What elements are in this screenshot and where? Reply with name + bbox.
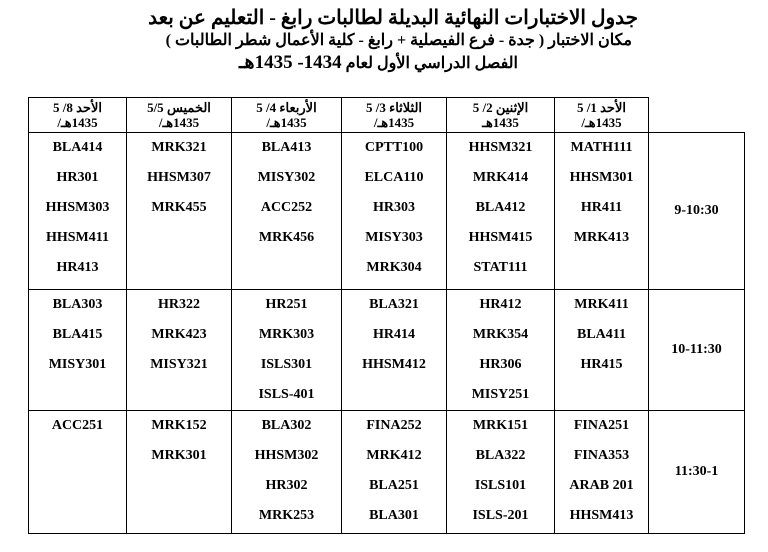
header-corner — [649, 98, 745, 133]
course-code: MISY251 — [471, 387, 530, 402]
day-date: 1435هـ — [482, 115, 519, 130]
time-slot-row — [29, 411, 745, 534]
course-code: HR303 — [373, 200, 415, 215]
course-code: HR251 — [265, 297, 308, 312]
exam-location: مكان الاختبار ( جدة - فرع الفيصلية + رابغ - كلية الأعمال شطر الطالبات ) — [165, 32, 632, 49]
course-code: HR411 — [580, 200, 623, 215]
course-code: HHSM307 — [147, 170, 211, 185]
course-code: HHSM301 — [569, 170, 634, 185]
day-name: الأحد 1/ 5 — [576, 100, 626, 115]
course-code: BLA302 — [261, 418, 312, 433]
course-code: HR301 — [56, 170, 99, 185]
schedule-cell — [232, 133, 342, 290]
course-code: MRK456 — [258, 230, 315, 245]
course-code: ACC251 — [51, 418, 104, 433]
day-name: الثلاثاء 3/ 5 — [365, 100, 423, 115]
course-code: CPTT100 — [364, 140, 424, 155]
course-code: HR415 — [580, 357, 623, 372]
course-code: MISY301 — [48, 357, 107, 372]
course-code: HR306 — [479, 357, 522, 372]
schedule-cell — [29, 411, 127, 534]
course-code: HR302 — [265, 478, 308, 493]
course-code: BLA303 — [52, 297, 103, 312]
day-date: 1435هـ/ — [158, 115, 200, 130]
day-name: الخميس 5/5 — [147, 100, 211, 115]
course-code: HR414 — [373, 327, 415, 342]
course-code: BLA413 — [261, 140, 312, 155]
course-code: FINA353 — [573, 448, 630, 463]
schedule-cell — [29, 290, 127, 411]
course-code: BLA415 — [52, 327, 103, 342]
schedule-cell — [447, 133, 555, 290]
course-code: BLA301 — [369, 508, 419, 523]
course-code: ACC252 — [260, 200, 313, 215]
course-code: MRK301 — [151, 448, 207, 463]
academic-term — [18, 52, 518, 75]
day-header — [127, 98, 232, 133]
schedule-cell — [127, 411, 232, 534]
course-code: ARAB 201 — [569, 478, 634, 493]
time-slot-label: 11:30-1 — [649, 411, 745, 534]
course-code: FINA251 — [573, 418, 630, 433]
day-date: 1435هـ/ — [373, 115, 415, 130]
course-code: HHSM413 — [569, 508, 634, 523]
course-code: BLA412 — [475, 200, 526, 215]
course-code: MRK304 — [366, 260, 422, 275]
schedule-cell — [555, 133, 649, 290]
schedule-cell — [127, 133, 232, 290]
schedule-cell — [29, 133, 127, 290]
course-code: MISY302 — [257, 170, 316, 185]
time-slot-label: 9-10:30 — [649, 133, 745, 290]
course-code: MRK152 — [151, 418, 207, 433]
exam-schedule-table — [28, 97, 745, 534]
day-header — [232, 98, 342, 133]
day-header — [555, 98, 649, 133]
course-code: HR413 — [56, 260, 99, 275]
day-name: الأربعاء 4/ 5 — [256, 100, 317, 115]
course-code: MRK253 — [258, 508, 315, 523]
course-code: MRK151 — [472, 418, 529, 433]
course-code: FINA252 — [366, 418, 422, 433]
course-code: MRK303 — [258, 327, 315, 342]
day-header-row — [29, 98, 745, 133]
course-code: MRK412 — [366, 448, 422, 463]
course-code: ISLS301 — [260, 357, 313, 372]
course-code: HR412 — [479, 297, 522, 312]
document-header — [18, 6, 638, 75]
course-code: MRK414 — [472, 170, 529, 185]
day-date: 1435هـ/ — [266, 115, 307, 130]
course-code: HHSM415 — [468, 230, 533, 245]
course-code: MRK455 — [151, 200, 207, 215]
course-code: BLA321 — [369, 297, 419, 312]
course-code: ISLS101 — [474, 478, 527, 493]
schedule-cell — [342, 411, 447, 534]
day-header — [342, 98, 447, 133]
schedule-cell — [342, 290, 447, 411]
day-header — [29, 98, 127, 133]
day-header — [447, 98, 555, 133]
course-code: HR322 — [158, 297, 200, 312]
course-code: BLA251 — [369, 478, 419, 493]
course-code: MATH111 — [570, 140, 633, 155]
course-code: HHSM411 — [45, 230, 109, 245]
course-code: ISLS-401 — [258, 387, 315, 402]
schedule-cell — [555, 411, 649, 534]
course-code: MRK413 — [573, 230, 630, 245]
schedule-cell — [342, 133, 447, 290]
course-code: MISY303 — [365, 230, 423, 245]
time-slot-row — [29, 133, 745, 290]
day-date: 1435هـ/ — [581, 115, 622, 130]
course-code: STAT111 — [473, 260, 528, 275]
day-name: الأحد 8/ 5 — [52, 100, 102, 115]
course-code: MRK423 — [151, 327, 207, 342]
course-code: BLA411 — [576, 327, 626, 342]
day-name: الإثنين 2/ 5 — [472, 100, 529, 115]
term-years: 1434- 1435هـ — [238, 52, 342, 73]
course-code: HHSM412 — [362, 357, 426, 372]
course-code: BLA322 — [475, 448, 526, 463]
course-code: MRK321 — [151, 140, 207, 155]
course-code: MRK354 — [472, 327, 529, 342]
course-code: ELCA110 — [364, 170, 424, 185]
schedule-cell — [127, 290, 232, 411]
course-code: MISY321 — [150, 357, 208, 372]
day-date: 1435هـ/ — [57, 115, 98, 130]
schedule-cell — [232, 411, 342, 534]
schedule-cell — [447, 411, 555, 534]
schedule-title: جدول الاختبارات النهائية البديلة لطالبات رابغ - التعليم عن بعد — [148, 7, 638, 29]
course-code: HHSM303 — [45, 200, 110, 215]
schedule-cell — [447, 290, 555, 411]
course-code: MRK411 — [574, 297, 629, 312]
course-code: BLA414 — [52, 140, 103, 155]
course-code: HHSM321 — [468, 140, 533, 155]
time-slot-label: 10-11:30 — [649, 290, 745, 411]
schedule-cell — [555, 290, 649, 411]
course-code: HHSM302 — [254, 448, 319, 463]
schedule-cell — [232, 290, 342, 411]
time-slot-row — [29, 290, 745, 411]
term-prefix: الفصل الدراسي الأول لعام — [345, 55, 518, 72]
course-code: ISLS-201 — [472, 508, 529, 523]
